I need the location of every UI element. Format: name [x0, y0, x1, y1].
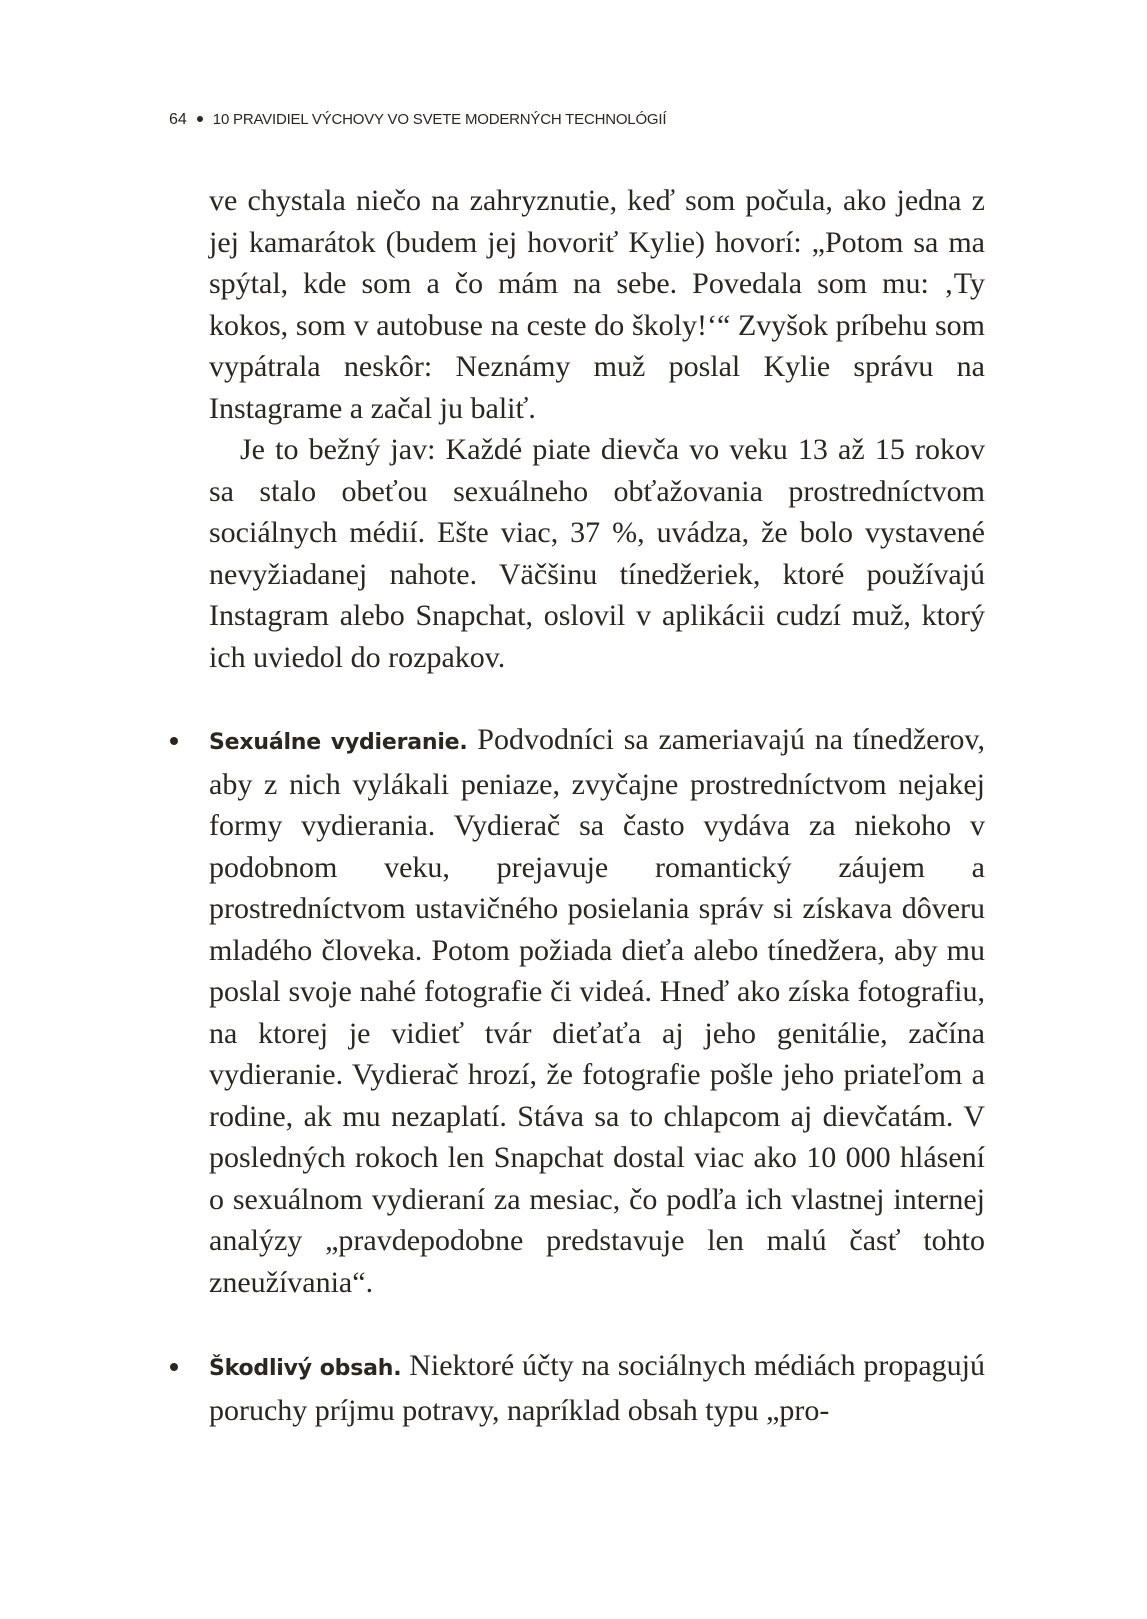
book-title: 10 PRAVIDIEL VÝCHOVY VO SVETE MODERNÝCH TECHNOLÓGIÍ [212, 111, 667, 128]
paragraph-continued: ve chystala niečo na zahryznutie, keď som počula, ako jedna z jej kamarátok (budem jej hovoriť Kylie) hovorí: „Potom sa ma spýtal, kde som a čo mám na sebe. Povedala som mu: ‚Ty kokos, som v autobuse na ceste do školy!‘“ Zvyšok príbehu som vypátrala neskôr: Neznámy muž poslal Kylie správu na Instagrame a začal ju baliť. [209, 184, 985, 425]
header-separator-dot [197, 116, 203, 122]
body-text [209, 180, 985, 678]
page-number: 64 [169, 111, 187, 128]
bullet-item-harmful-content [209, 1345, 985, 1431]
bullet-item-sexual-extortion [209, 719, 985, 1303]
bullet-marker [170, 1363, 178, 1371]
bullet-lead-term: Sexuálne vydieranie. [209, 730, 478, 755]
bullet-body-text: Podvodníci sa zameriavajú na tínedžerov, aby z nich vylákali peniaze, zvyčajne prostredníctvom nejakej formy vydierania. Vydierač sa často vydáva za niekoho v podobnom veku, prejavuje romantický záujem a prostredníctvom ustavičného posielania správ si získava dôveru mladého človeka. Potom požiada dieťa alebo tínedžera, aby mu poslal svoje nahé fotografie či videá. Hneď ako získa fotografiu, na ktorej je vidieť tvár dieťaťa aj jeho genitálie, začína vydieranie. Vydierač hrozí, že fotografie pošle jeho priateľom a rodine, ak mu nezaplatí. Stáva sa to chlapcom aj dievčatám. V posledných rokoch len Snapchat dostal viac ako 10 000 hlásení o sexuálnom vydieraní za mesiac, čo podľa ich vlastnej internej analýzy „pravdepodobne predstavuje len malú časť tohto zneužívania“. [209, 723, 985, 1299]
bullet-lead-term: Škodlivý obsah. [209, 1356, 410, 1381]
paragraph-statistics: Je to bežný jav: Každé piate dievča vo veku 13 až 15 rokov sa stalo obeťou sexuálneho obťažovania prostredníctvom sociálnych médií. Ešte viac, 37 %, uvádza, že bolo vystavené nevyžiadanej nahote. Väčšinu tínedžeriek, ktoré používajú Instagram alebo Snapchat, oslovil v aplikácii cudzí muž, ktorý ich uviedol do rozpakov. [209, 433, 985, 674]
running-header [169, 108, 989, 132]
bullet-body-text: Niektoré účty na sociálnych médiách propagujú poruchy príjmu potravy, napríklad obsah typu „pro- [209, 1349, 985, 1427]
bullet-marker [170, 737, 178, 745]
